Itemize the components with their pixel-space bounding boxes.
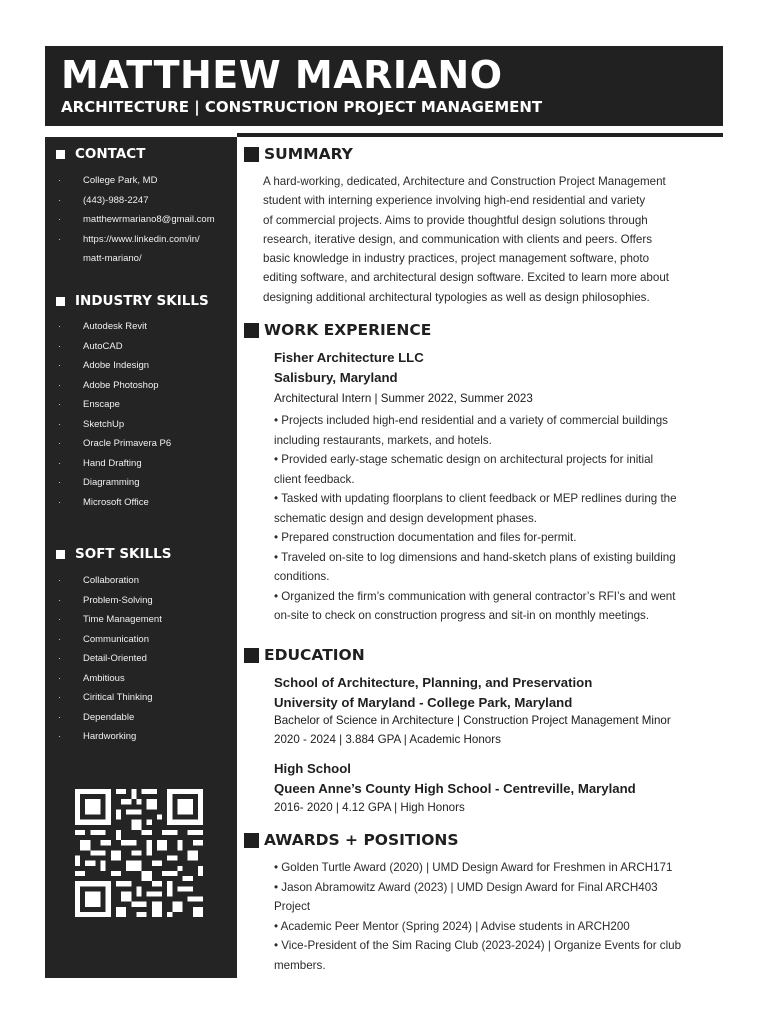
list-item: • Tasked with updating floorplans to client feedback or MEP redlines during the	[274, 492, 677, 505]
list-item: · Adobe Indesign	[58, 360, 150, 371]
list-item: • Golden Turtle Award (2020) | UMD Design Award for Freshmen in ARCH171	[274, 861, 673, 874]
list-item: · Autodesk Revit	[58, 321, 147, 332]
industry-skills-heading: INDUSTRY SKILLS	[56, 293, 209, 309]
list-item: · Microsoft Office	[58, 496, 149, 508]
list-item: • Traveled on-site to log dimensions and hand-sketch plans of existing building	[274, 550, 676, 564]
heading-square-icon	[244, 648, 259, 663]
list-item: · Ciritical Thinking	[58, 692, 153, 703]
contact-email[interactable]: · matthewrmariano8@gmail.com	[58, 214, 215, 225]
list-item: · Oracle Primavera P6	[58, 438, 172, 449]
list-item: • Provided early-stage schematic design on architectural projects for initial	[274, 453, 654, 466]
soft-skills-heading: SOFT SKILLS	[56, 546, 171, 562]
list-item: • Jason Abramowitz Award (2023) | UMD Design Award for Final ARCH403	[274, 880, 658, 894]
resume-header	[45, 46, 723, 126]
summary-heading: SUMMARY	[244, 145, 353, 163]
list-item: • Vice-President of the Sim Racing Club (2023-2024) | Organize Events for club	[274, 939, 682, 952]
candidate-name: MATTHEW MARIANO	[61, 53, 503, 97]
contact-linkedin-cont[interactable]: matt-mariano/	[83, 253, 142, 264]
list-item: · Time Management	[58, 614, 162, 625]
list-item: · Communication	[58, 633, 149, 645]
contact-phone: · (443)-988-2247	[58, 194, 149, 206]
list-item: · Detail-Oriented	[58, 653, 147, 664]
list-item: • Organized the firm’s communication with general contractor’s RFI’s and went	[274, 589, 676, 603]
contact-location: · College Park, MD	[58, 175, 158, 186]
list-item: client feedback.	[274, 472, 355, 486]
list-item: · Adobe Photoshop	[58, 379, 159, 391]
list-item: • Academic Peer Mentor (Spring 2024) | Advise students in ARCH200	[274, 919, 630, 933]
education-heading: EDUCATION	[244, 646, 365, 664]
education-university: University of Maryland - College Park, Maryland	[274, 695, 573, 710]
list-item: · Enscape	[58, 399, 120, 410]
education-highschool-label: High School	[274, 761, 351, 776]
heading-square-icon	[56, 297, 65, 306]
work-location: Salisbury, Maryland	[274, 370, 398, 385]
education-highschool-name: Queen Anne’s County High School - Centreville, Maryland	[274, 781, 636, 796]
list-item: Project	[274, 900, 311, 913]
heading-square-icon	[56, 550, 65, 559]
contact-list	[58, 171, 215, 269]
sidebar	[45, 137, 237, 978]
list-item: · Hand Drafting	[58, 457, 142, 469]
work-company: Fisher Architecture LLC	[274, 350, 424, 365]
work-experience-heading: WORK EXPERIENCE	[244, 321, 431, 339]
heading-square-icon	[244, 147, 259, 162]
list-item: members.	[274, 958, 326, 972]
list-item: • Prepared construction documentation and files for-permit.	[274, 531, 577, 544]
list-item: · AutoCAD	[58, 340, 123, 352]
qr-code-icon[interactable]	[75, 789, 203, 917]
list-item: · SketchUp	[58, 418, 125, 430]
education-degree: Bachelor of Science in Architecture | Construction Project Management Minor	[274, 714, 671, 727]
contact-heading: CONTACT	[56, 146, 145, 162]
awards-heading: AWARDS + POSITIONS	[244, 831, 459, 849]
list-item: · Hardworking	[58, 731, 137, 742]
list-item: · Problem-Solving	[58, 594, 153, 606]
soft-skills-list	[58, 571, 162, 747]
list-item: on-site to check on construction progress and sit-in on monthly meetings.	[274, 609, 650, 622]
candidate-title: ARCHITECTURE | CONSTRUCTION PROJECT MANAGEMENT	[61, 98, 543, 116]
summary-text: A hard-working, dedicated, Architecture and Construction Project Management student with interning experience involving high-end residential and variety of commercial projects. Aims to provide thoughtful design solutions through research, iterative design, and communication with clients and peers. Offers basic knowledge in industry practices, project management software, photo editing software, and architectural design software. Excited to learn more about designing additional architectural typologies as well as design philosophies.	[263, 175, 670, 304]
education-detail: 2020 - 2024 | 3.884 GPA | Academic Honors	[274, 733, 501, 746]
list-item: · Collaboration	[58, 575, 139, 586]
list-item: schematic design and design development phases.	[274, 511, 537, 525]
education-school: School of Architecture, Planning, and Preservation	[274, 675, 593, 690]
awards-bullets	[274, 858, 724, 975]
list-item: · Ambitious	[58, 672, 125, 684]
list-item: · Dependable	[58, 711, 135, 723]
industry-skills-list	[58, 317, 171, 512]
list-item: • Projects included high-end residential and a variety of commercial buildings	[274, 414, 668, 427]
heading-square-icon	[244, 833, 259, 848]
list-item: conditions.	[274, 570, 330, 583]
header-divider	[237, 133, 723, 137]
education-highschool-detail: 2016- 2020 | 4.12 GPA | High Honors	[274, 801, 465, 814]
heading-square-icon	[244, 323, 259, 338]
list-item: · Diagramming	[58, 477, 140, 488]
heading-square-icon	[56, 150, 65, 159]
work-bullets	[274, 411, 724, 626]
contact-linkedin[interactable]: · https://www.linkedin.com/in/	[58, 233, 200, 245]
work-role: Architectural Intern | Summer 2022, Summer 2023	[274, 392, 533, 405]
list-item: including restaurants, markets, and hotels.	[274, 433, 492, 447]
